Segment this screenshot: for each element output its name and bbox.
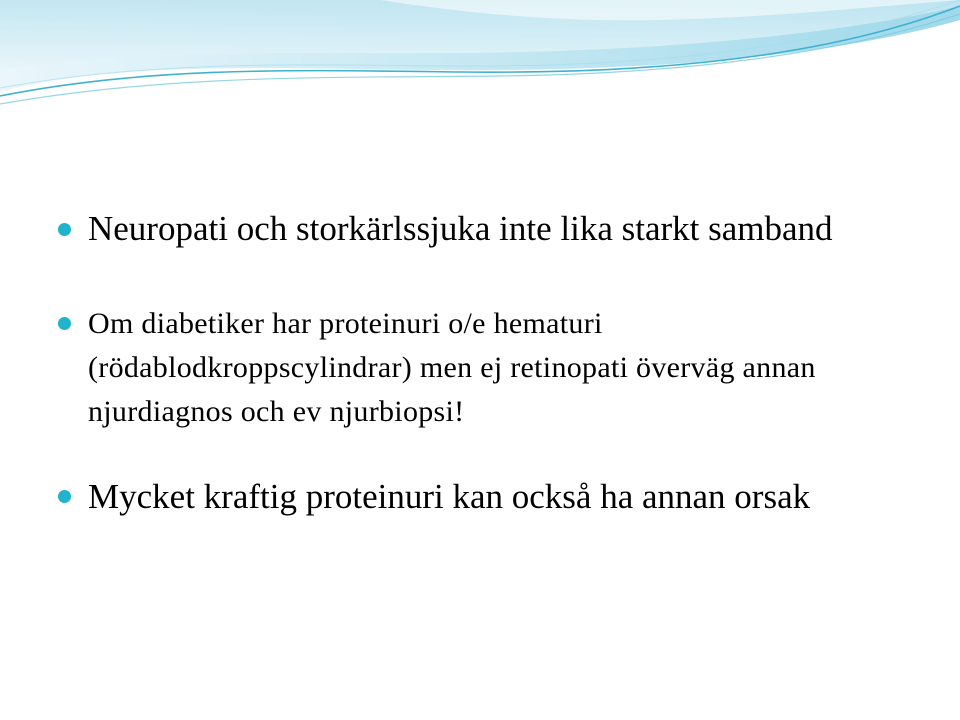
bullet-list — [58, 206, 918, 518]
bullet-dot-icon — [58, 223, 71, 236]
bullet-text: Om diabetiker har proteinuri o/e hematuri (rödablodkroppscylindrar) men ej retinopati överväg annan njurdiagnos och ev njurbiopsi! — [88, 307, 816, 428]
decorative-wave-banner — [0, 0, 960, 120]
bullet-text: Mycket kraftig proteinuri kan också ha annan orsak — [88, 477, 811, 516]
bullet-dot-icon — [58, 490, 71, 503]
bullet-item — [58, 302, 918, 434]
bullet-item — [58, 206, 918, 251]
bullet-item — [58, 475, 918, 518]
bullet-text: Neuropati och storkärlssjuka inte lika starkt samband — [88, 209, 833, 248]
bullet-dot-icon — [58, 317, 71, 330]
